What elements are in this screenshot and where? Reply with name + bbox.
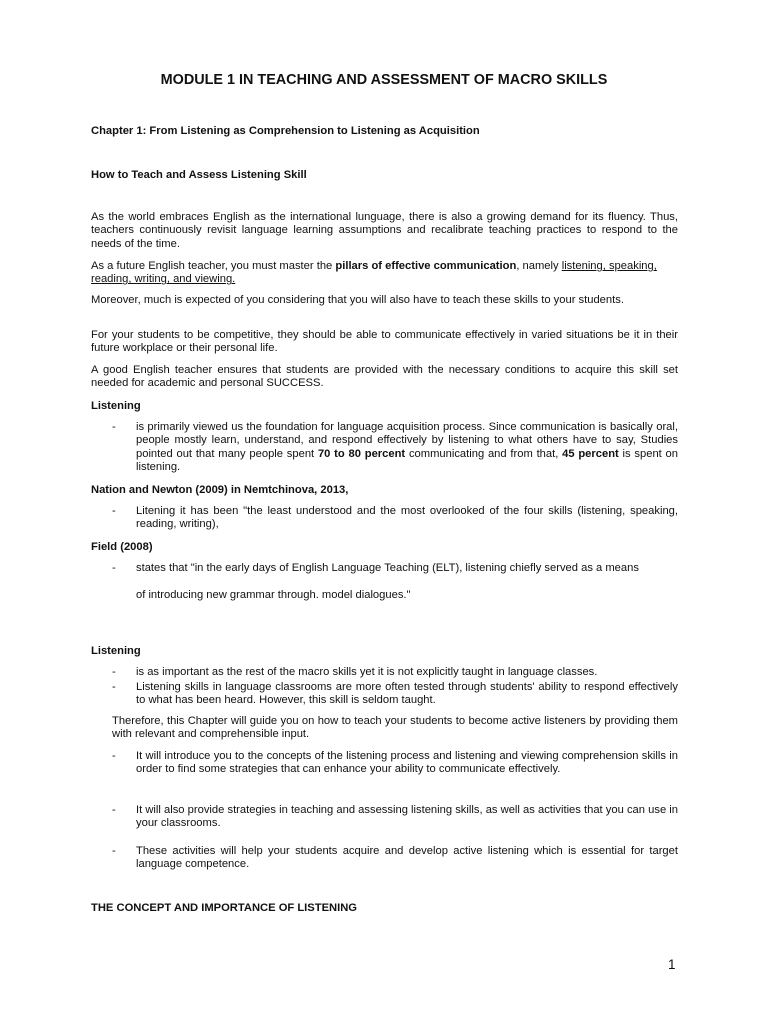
- strategies-text: It will also provide strategies in teaching and assessing listening skills, as well as activities that you can use in your classrooms.: [136, 804, 678, 830]
- activities-text: These activities will help your students acquire and develop active listening which is essential for target language competence.: [136, 845, 678, 871]
- document-title: MODULE 1 IN TEACHING AND ASSESSMENT OF MACRO SKILLS: [160, 72, 608, 88]
- intro-paragraph-1: As the world embraces English as the international lunguage, there is also a growing demand for its fluency. Thus, teachers continuously revisit language learning assumptions and recalibrate teaching practices to respond to the needs of the time.: [91, 211, 678, 250]
- bullet-dash: -: [112, 845, 116, 857]
- listening-tested-text: Listening skills in language classrooms are more often tested through students' ability to respond effectively to what has been heard. However, this skill is seldom taught.: [136, 681, 678, 707]
- page-number: 1: [668, 957, 676, 972]
- listening-heading-1: Listening: [91, 400, 141, 412]
- intro-paragraph-4: For your students to be competitive, they should be able to communicate effectively in varied situations be it in their future workplace or their personal life.: [91, 329, 678, 355]
- listening-heading-2: Listening: [91, 645, 141, 657]
- field-bullet-continuation: of introducing new grammar through. model dialogues.": [136, 589, 411, 601]
- nation-bullet-text: Litening it has been "the least understood and the most overlooked of the four skills (listening, speaking, reading, writing),: [136, 505, 678, 531]
- bullet-dash: -: [112, 505, 116, 517]
- listening-foundation-part-2: communicating and from that,: [405, 447, 563, 460]
- section-heading: How to Teach and Assess Listening Skill: [91, 169, 307, 181]
- bullet-dash: -: [112, 804, 116, 816]
- intro-paragraph-5: A good English teacher ensures that students are provided with the necessary conditions to acquire this skill set needed for academic and personal SUCCESS.: [91, 364, 678, 390]
- bullet-dash: -: [112, 666, 116, 678]
- chapter-heading: Chapter 1: From Listening as Comprehension to Listening as Acquisition: [91, 125, 480, 137]
- percent-45: 45 percent: [562, 447, 619, 460]
- intro-paragraph-2-connector: , namely: [516, 260, 562, 272]
- nation-newton-heading: Nation and Newton (2009) in Nemtchinova, 2013,: [91, 484, 349, 496]
- field-heading: Field (2008): [91, 541, 153, 553]
- intro-paragraph-2-text: As a future English teacher, you must master the: [91, 260, 336, 272]
- macro-skills-list: listening, speaking, reading, writing, and viewing.: [91, 260, 657, 286]
- chapter-purpose-paragraph: Therefore, this Chapter will guide you on how to teach your students to become active listeners by providing them with relevant and comprehensible input.: [112, 715, 678, 741]
- listening-foundation-text: [136, 421, 678, 475]
- intro-paragraph-2: [91, 260, 678, 287]
- percent-70-80: 70 to 80 percent: [317, 447, 406, 460]
- pillars-phrase: pillars of effective communication: [335, 260, 517, 272]
- bullet-dash: -: [112, 562, 116, 574]
- intro-paragraph-3: Moreover, much is expected of you considering that you will also have to teach these skills to your students.: [91, 294, 624, 306]
- bullet-dash: -: [112, 421, 116, 433]
- bullet-dash: -: [112, 750, 116, 762]
- listening-macro-text: is as important as the rest of the macro skills yet it is not explicitly taught in language classes.: [136, 666, 598, 678]
- listening-foundation-part-1: is primarily viewed us the foundation for language acquisition process. Since communication is basically oral, people mostly learn, understand, and respond effectively by listening to what others have to say, Studies pointed out that many people spent: [136, 421, 678, 460]
- field-bullet-text: states that "in the early days of English Language Teaching (ELT), listening chiefly served as a means: [136, 562, 639, 574]
- concept-heading: THE CONCEPT AND IMPORTANCE OF LISTENING: [91, 902, 358, 914]
- introduce-concepts-text: It will introduce you to the concepts of the listening process and listening and viewing comprehension skills in order to find some strategies that can enhance your ability to communicate effectively.: [136, 750, 678, 776]
- listening-foundation-part-3: is spent on listening.: [136, 447, 679, 474]
- bullet-dash: -: [112, 681, 116, 693]
